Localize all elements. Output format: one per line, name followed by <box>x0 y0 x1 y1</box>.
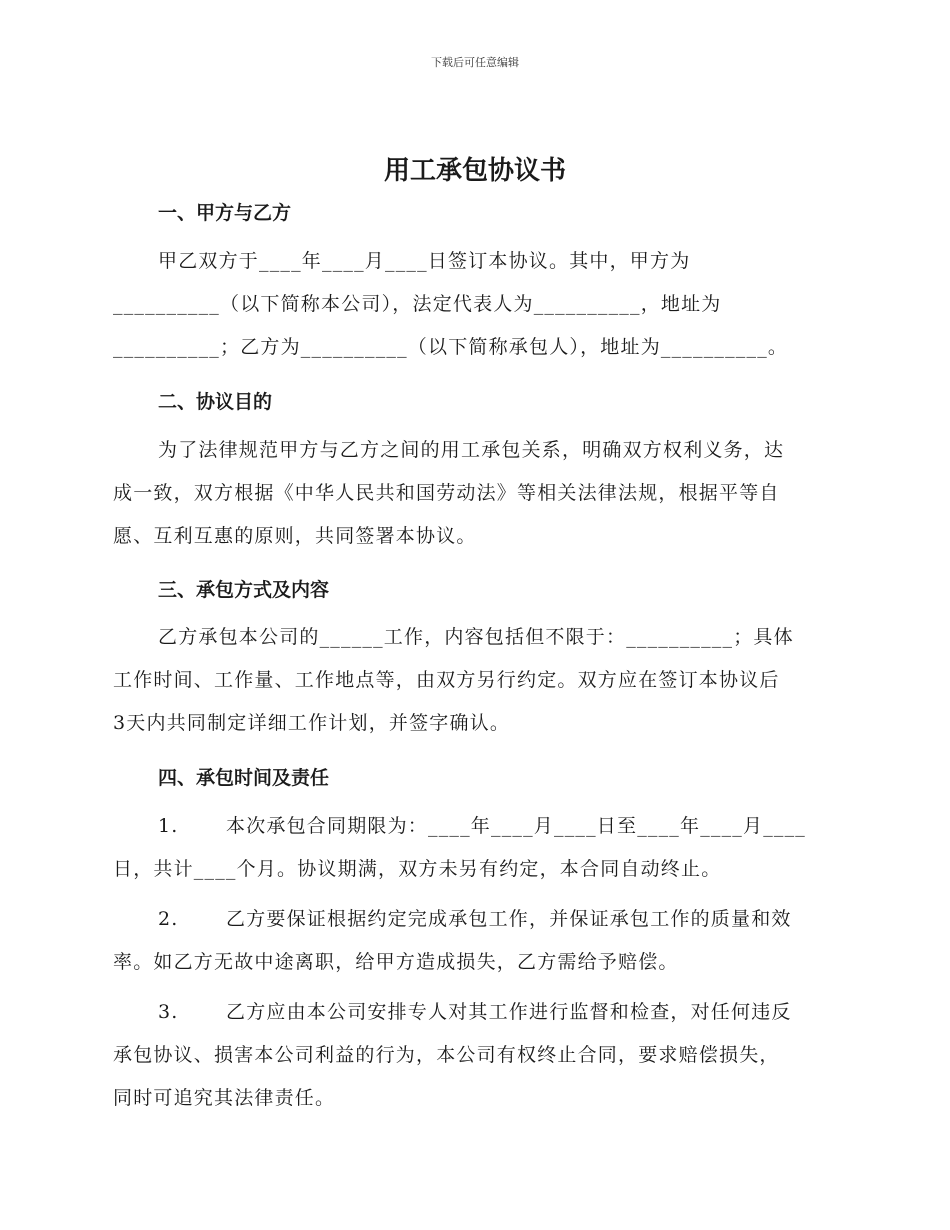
item-text-continued: 承包协议、损害本公司利益的行为，本公司有权终止合同，要求赔偿损失， <box>113 1044 780 1066</box>
section-heading-parties: 一、甲方与乙方 <box>158 202 292 224</box>
item-text-continued: 日，共计____个月。协议期满，双方未另有约定，本合同自动终止。 <box>113 858 722 880</box>
term-item-2 <box>113 898 835 984</box>
paragraph-line: 3天内共同制定详细工作计划，并签字确认。 <box>113 712 511 734</box>
item-number: 1. <box>158 815 179 837</box>
document-title: 用工承包协议书 <box>383 156 566 186</box>
item-text-continued: 同时可追究其法律责任。 <box>113 1087 336 1109</box>
item-text: 本次承包合同期限为：____年____月____日至____年____月____ <box>226 815 807 837</box>
item-number: 2. <box>158 908 179 930</box>
term-item-1 <box>113 805 835 891</box>
paragraph-line: 乙方承包本公司的______工作，内容包括但不限于：__________；具体 <box>158 626 794 648</box>
term-item-3 <box>113 991 835 1120</box>
section-heading-scope: 三、承包方式及内容 <box>158 579 330 601</box>
item-text: 乙方应由本公司安排专人对其工作进行监督和检查，对任何违反 <box>226 1001 792 1023</box>
section-heading-purpose: 二、协议目的 <box>158 391 273 413</box>
paragraph-line: __________（以下简称本公司），法定代表人为__________，地址为 <box>113 293 722 315</box>
section-body-scope <box>113 616 835 745</box>
paragraph-line: 为了法律规范甲方与乙方之间的用工承包关系，明确双方权利义务，达 <box>158 439 785 461</box>
item-text-continued: 率。如乙方无故中途离职，给甲方造成损失，乙方需给予赔偿。 <box>113 951 679 973</box>
paragraph-line: 甲乙双方于____年____月____日签订本协议。其中，甲方为 <box>158 250 691 272</box>
paragraph-line: 成一致，双方根据《中华人民共和国劳动法》等相关法律法规，根据平等自 <box>113 482 780 504</box>
section-body-purpose <box>113 429 835 558</box>
paragraph-line: 工作时间、工作量、工作地点等，由双方另行约定。双方应在签订本协议后 <box>113 669 780 691</box>
paragraph-line: 愿、互利互惠的原则，共同签署本协议。 <box>113 525 477 547</box>
paragraph-line: __________；乙方为__________（以下简称承包人），地址为__________。 <box>113 336 789 358</box>
page-header-note: 下载后可任意编辑 <box>431 56 519 69</box>
item-text: 乙方要保证根据约定完成承包工作，并保证承包工作的质量和效 <box>226 908 792 930</box>
item-number: 3. <box>158 1001 179 1023</box>
section-heading-term: 四、承包时间及责任 <box>158 767 330 789</box>
section-body-parties <box>113 240 835 369</box>
